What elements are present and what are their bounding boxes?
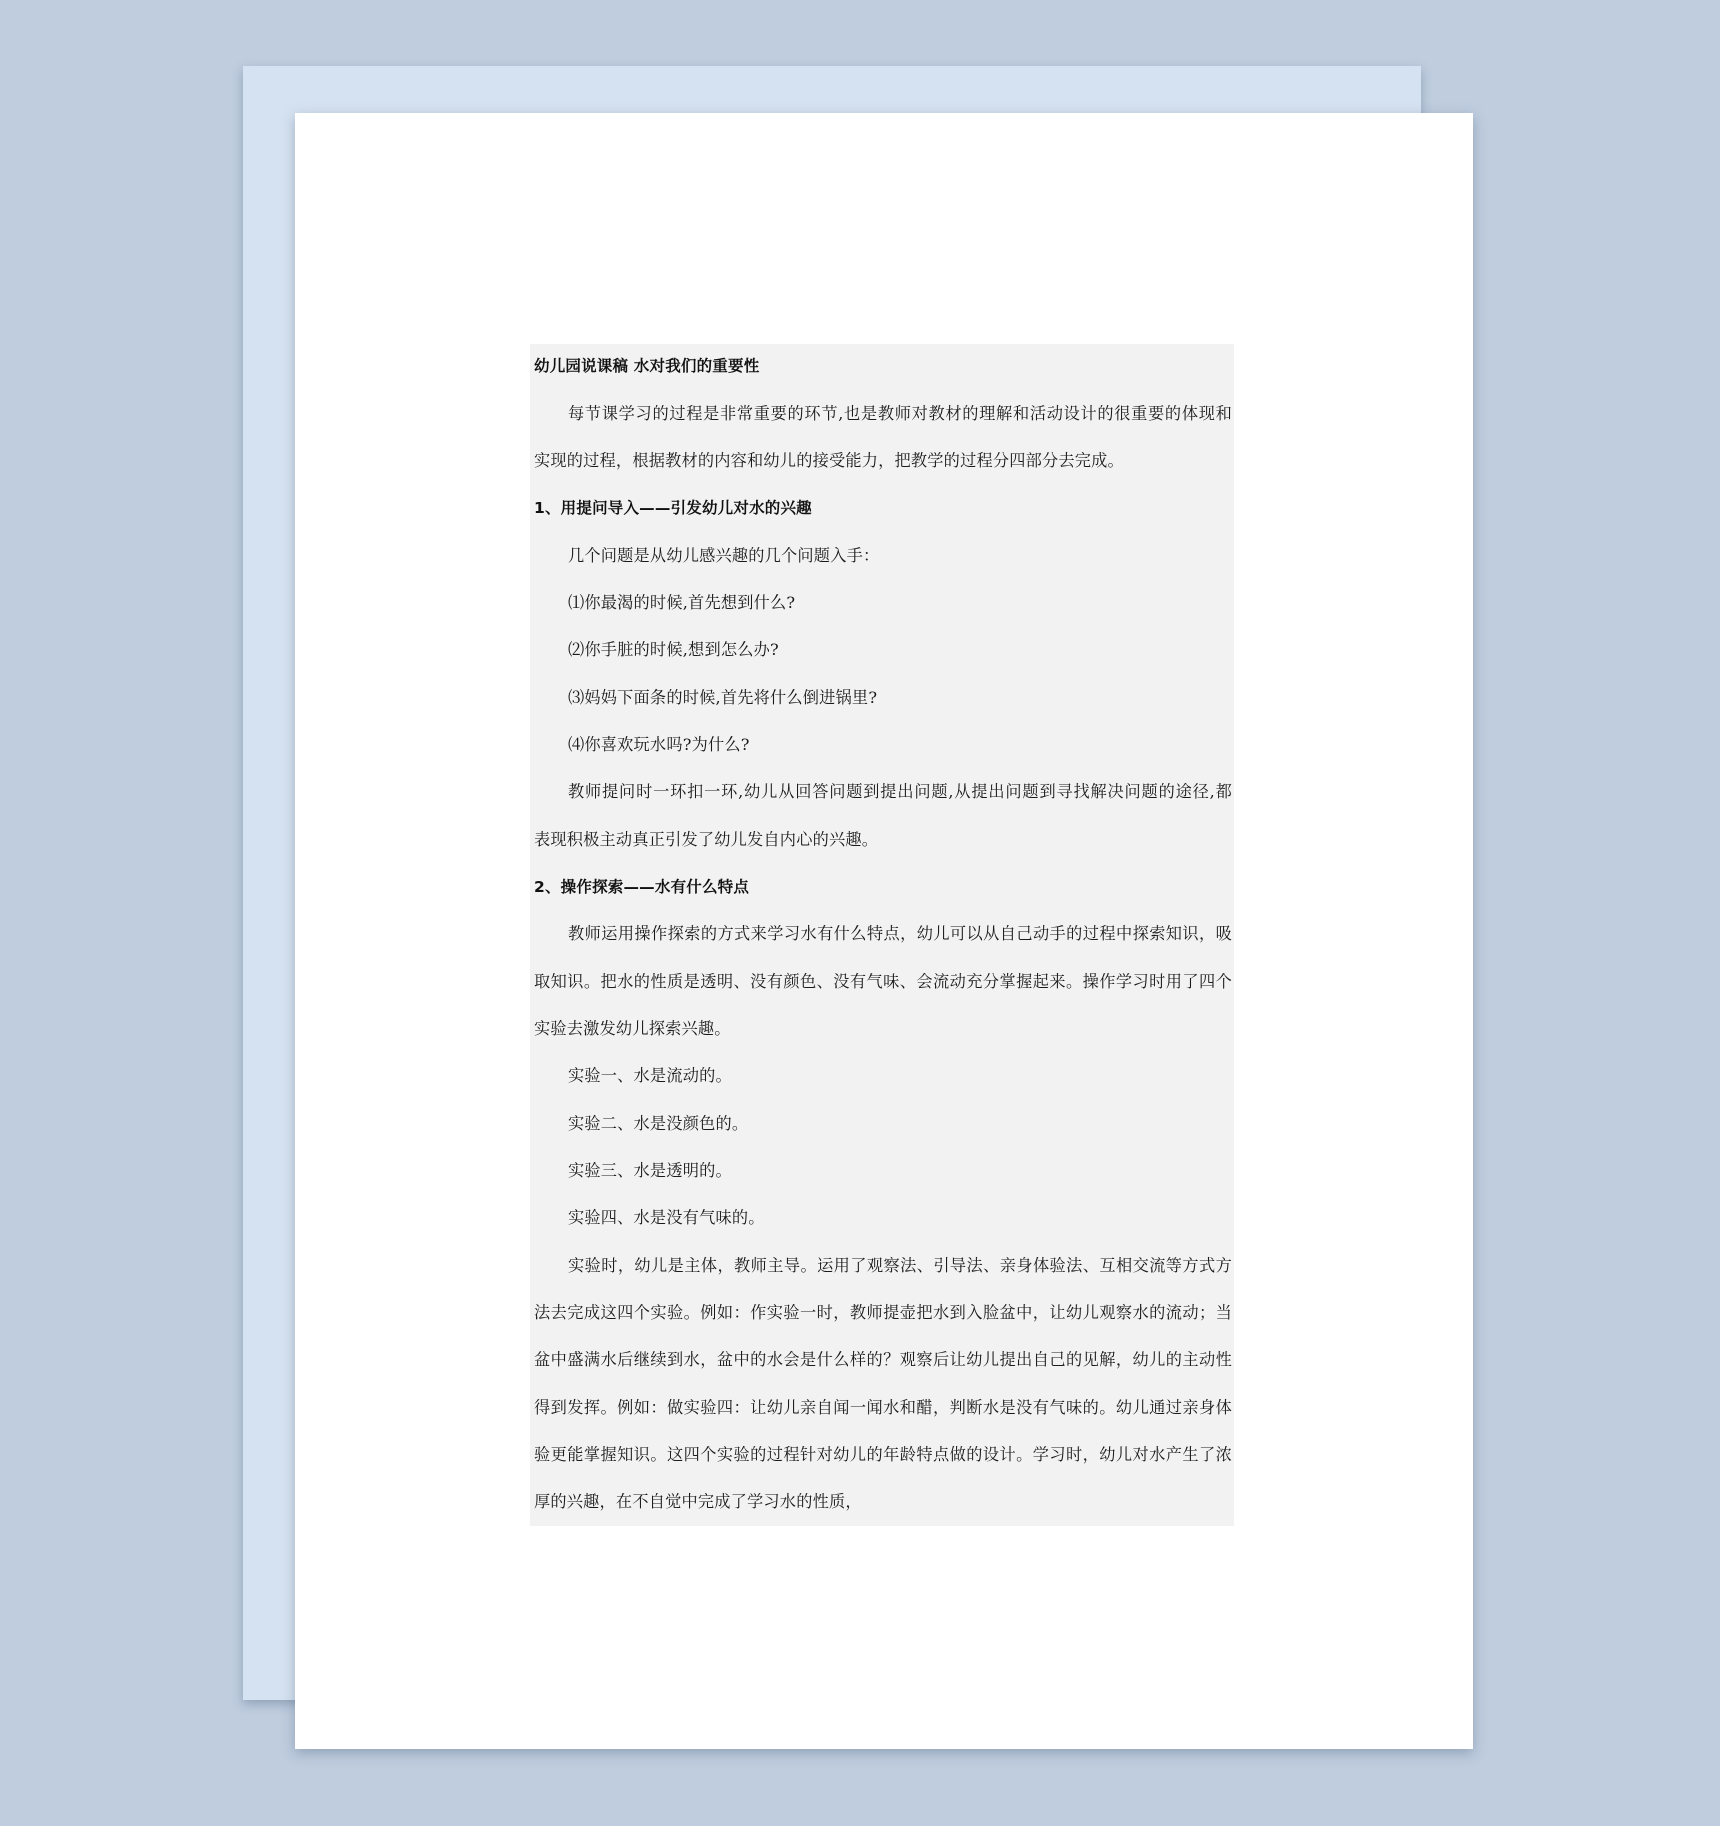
paragraph-line: 教师提问时一环扣一环,幼儿从回答问题到提出问题,从提出问题到寻找解决问题的途径,都 [568,782,1232,801]
paragraph-line: 每节课学习的过程是非常重要的环节,也是教师对教材的理解和活动设计的很重要的体现和 [568,404,1232,423]
experiment-item: 实验三、水是透明的。 [568,1161,732,1180]
question-item: ⑵你手脏的时候,想到怎么办? [568,640,779,659]
question-item: ⑷你喜欢玩水吗?为什么? [568,735,750,754]
paragraph-line: 实现的过程，根据教材的内容和幼儿的接受能力，把教学的过程分四部分去完成。 [534,451,1124,470]
paragraph-line: 表现积极主动真正引发了幼儿发自内心的兴趣。 [534,830,879,849]
paragraph-line: 验更能掌握知识。这四个实验的过程针对幼儿的年龄特点做的设计。学习时，幼儿对水产生了浓 [534,1445,1232,1464]
section-heading: 2、操作探索——水有什么特点 [534,878,750,896]
experiment-item: 实验二、水是没颜色的。 [568,1114,749,1133]
experiment-item: 实验四、水是没有气味的。 [568,1208,765,1227]
experiment-item: 实验一、水是流动的。 [568,1066,732,1085]
paragraph-line: 取知识。把水的性质是透明、没有颜色、没有气味、会流动充分掌握起来。操作学习时用了四个 [534,972,1232,991]
paragraph-line: 实验去激发幼儿探索兴趣。 [534,1019,731,1038]
paragraph-line: 几个问题是从幼儿感兴趣的几个问题入手： [568,546,880,565]
section-heading: 1、用提问导入——引发幼儿对水的兴趣 [534,499,812,517]
paragraph-line: 法去完成这四个实验。例如：作实验一时，教师提壶把水到入脸盆中，让幼儿观察水的流动；当 [534,1303,1232,1322]
paragraph-line: 实验时，幼儿是主体，教师主导。运用了观察法、引导法、亲身体验法、互相交流等方式方 [568,1256,1232,1275]
document-text-block [530,344,1234,1526]
document-title: 幼儿园说课稿 水对我们的重要性 [534,357,760,375]
paragraph-line: 厚的兴趣，在不自觉中完成了学习水的性质， [534,1492,862,1511]
paragraph-line: 盆中盛满水后继续到水，盆中的水会是什么样的？观察后让幼儿提出自己的见解，幼儿的主动性 [534,1350,1232,1369]
paragraph-line: 得到发挥。例如：做实验四：让幼儿亲自闻一闻水和醋，判断水是没有气味的。幼儿通过亲身体 [534,1398,1232,1417]
question-item: ⑴你最渴的时候,首先想到什么? [568,593,796,612]
question-item: ⑶妈妈下面条的时候,首先将什么倒进锅里? [568,688,878,707]
paragraph-line: 教师运用操作探索的方式来学习水有什么特点，幼儿可以从自己动手的过程中探索知识，吸 [568,924,1232,943]
